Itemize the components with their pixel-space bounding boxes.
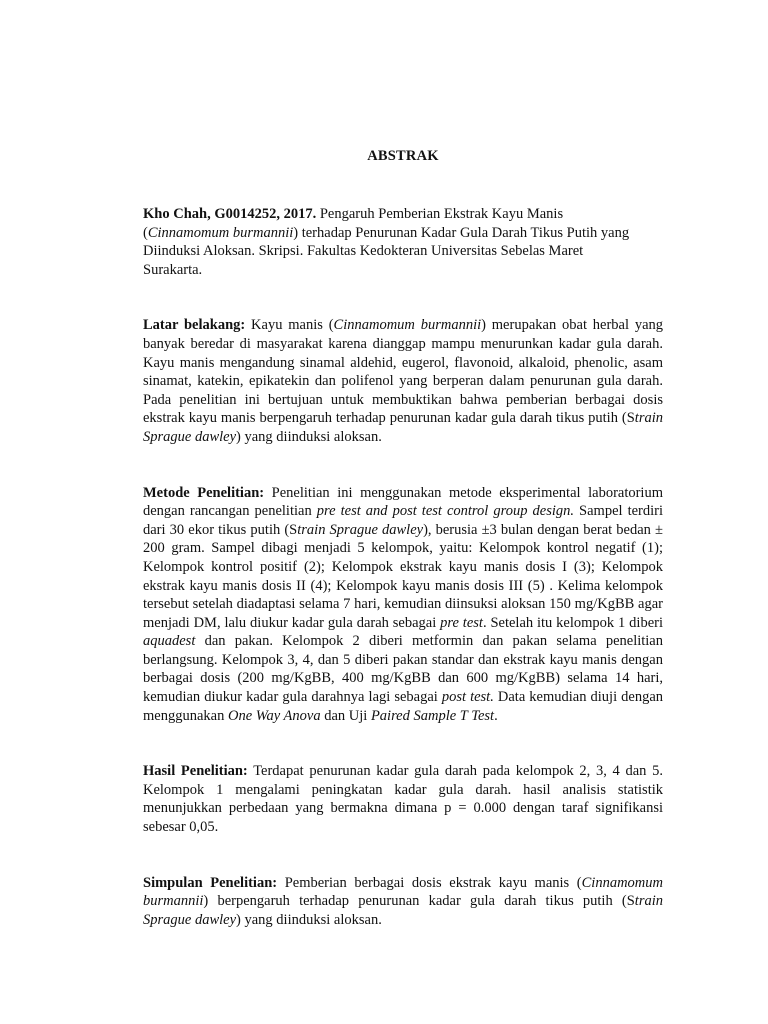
citation-text-4: Surakarta. (143, 261, 203, 278)
citation-text-3: Diinduksi Aloksan. Skripsi. Fakultas Kedokteran Universitas Sebelas Maret (143, 243, 584, 260)
simpulan-strain: train Sprague dawley (143, 893, 663, 928)
metode-anova: One Way Anova (227, 707, 321, 724)
metode-heading: Metode Penelitian: (143, 484, 265, 501)
latar-strain: train Sprague dawley (143, 410, 663, 445)
citation-text-2: ) terhadap Penurunan Kadar Gula Darah Tikus Putih yang (293, 224, 630, 241)
abstract-title: ABSTRAK (367, 148, 439, 164)
simpulan-paragraph (143, 874, 663, 930)
metode-design: pre test and post test control group design. (316, 503, 574, 520)
metode-paragraph (143, 484, 663, 726)
latar-text-1: Kayu manis ( (251, 317, 334, 334)
spacer (143, 447, 663, 484)
abstract-page (143, 148, 663, 929)
citation-paragraph (143, 205, 663, 279)
citation-species: Cinnamomum burmannii (147, 224, 294, 241)
simpulan-text-1: Pemberian berbagai dosis ekstrak kayu manis ( (284, 874, 582, 891)
metode-text-8: . (494, 707, 498, 724)
hasil-text: Terdapat penurunan kadar gula darah pada kelompok 2, 3, 4 dan 5. Kelompok 1 mengalami peningkatan kadar gula darah. hasil analisis statistik menunjukkan perbedaan yang bermakna dimana p = 0.000 dengan taraf signifikansi sebesar 0,05. (143, 763, 663, 836)
latar-species: Cinnamomum burmannii (333, 317, 482, 334)
latar-belakang-paragraph (143, 316, 663, 446)
simpulan-text-2: ) berpengaruh terhadap penurunan kadar gula darah tikus putih (S (203, 893, 635, 910)
spacer (143, 837, 663, 874)
metode-text-2: Sampel terdiri dari 30 ekor tikus putih (S (143, 503, 664, 538)
simpulan-species: Cinnamomum burmannii (143, 874, 663, 910)
simpulan-heading: Simpulan Penelitian: (143, 874, 278, 891)
metode-pretest: pre test (440, 614, 483, 631)
citation-text-1: Pengaruh Pemberian Ekstrak Kayu Manis (319, 206, 564, 222)
metode-ttest: Paired Sample T Test (370, 707, 495, 724)
hasil-paragraph (143, 762, 663, 836)
metode-text-5: dan pakan. Kelompok 2 diberi metformin dan pakan selama penelitian berlangsung. Kelompok 3, 4, dan 5 diberi pakan standar dan ekstrak kayu manis dengan berbagai dosis (200 mg/KgBB, 400 mg/KgBB dan 600 mg/KgBB) selama 14 hari, kemudian diukur kadar gula darahnya lagi sebagai (143, 633, 663, 706)
citation-open-paren: ( (143, 224, 148, 241)
metode-aquadest: aquadest (143, 633, 196, 650)
latar-heading: Latar belakang: (143, 317, 246, 334)
metode-text-4: . Setelah itu kelompok 1 diberi (482, 614, 663, 631)
metode-posttest: post test. (441, 689, 494, 706)
simpulan-text-3: ) yang diinduksi aloksan. (236, 911, 382, 928)
latar-text-3: ) yang diinduksi aloksan. (236, 428, 382, 445)
citation-author: Kho Chah, G0014252, 2017. (143, 206, 317, 222)
metode-text-7: dan Uji (324, 707, 368, 724)
metode-text-3: ), berusia ±3 bulan dengan berat bedan ± 200 gram. Sampel dibagi menjadi 5 kelompok, yaitu: Kelompok kontrol negatif (1); Kelompok kontrol positif (2); Kelompok ekstrak kayu manis dosis I (3); Kelompok ekstrak kayu manis dosis II (4); Kelompok kayu manis dosis III (5) . Kelima kelompok tersebut setelah diadaptasi selama 7 hari, kemudian diinsuksi aloksan 150 mg/KgBB agar menjadi DM, lalu diukur kadar gula darah sebagai (143, 521, 663, 631)
metode-strain: train Sprague dawley (297, 521, 424, 538)
metode-text-1: Penelitian ini menggunakan metode eksperimental laboratorium dengan rancangan penelitian (143, 484, 663, 520)
latar-text-2: ) merupakan obat herbal yang banyak beredar di masyarakat karena dianggap mampu menurunkan kadar gula darah. Kayu manis mengandung sinamal aldehid, eugerol, flavonoid, alkaloid, phenolic, asam sinamat, katekin, epikatekin dan polifenol yang berperan dalam penurunan gula darah. Pada penelitian ini bertujuan untuk membuktikan bahwa pemberian berbagai dosis ekstrak kayu manis berpengaruh terhadap penurunan kadar gula darah tikus putih (S (143, 317, 663, 427)
hasil-heading: Hasil Penelitian: (143, 763, 248, 780)
spacer (143, 279, 663, 316)
spacer (143, 725, 663, 762)
metode-text-6: Data kemudian diuji dengan menggunakan (143, 689, 664, 724)
